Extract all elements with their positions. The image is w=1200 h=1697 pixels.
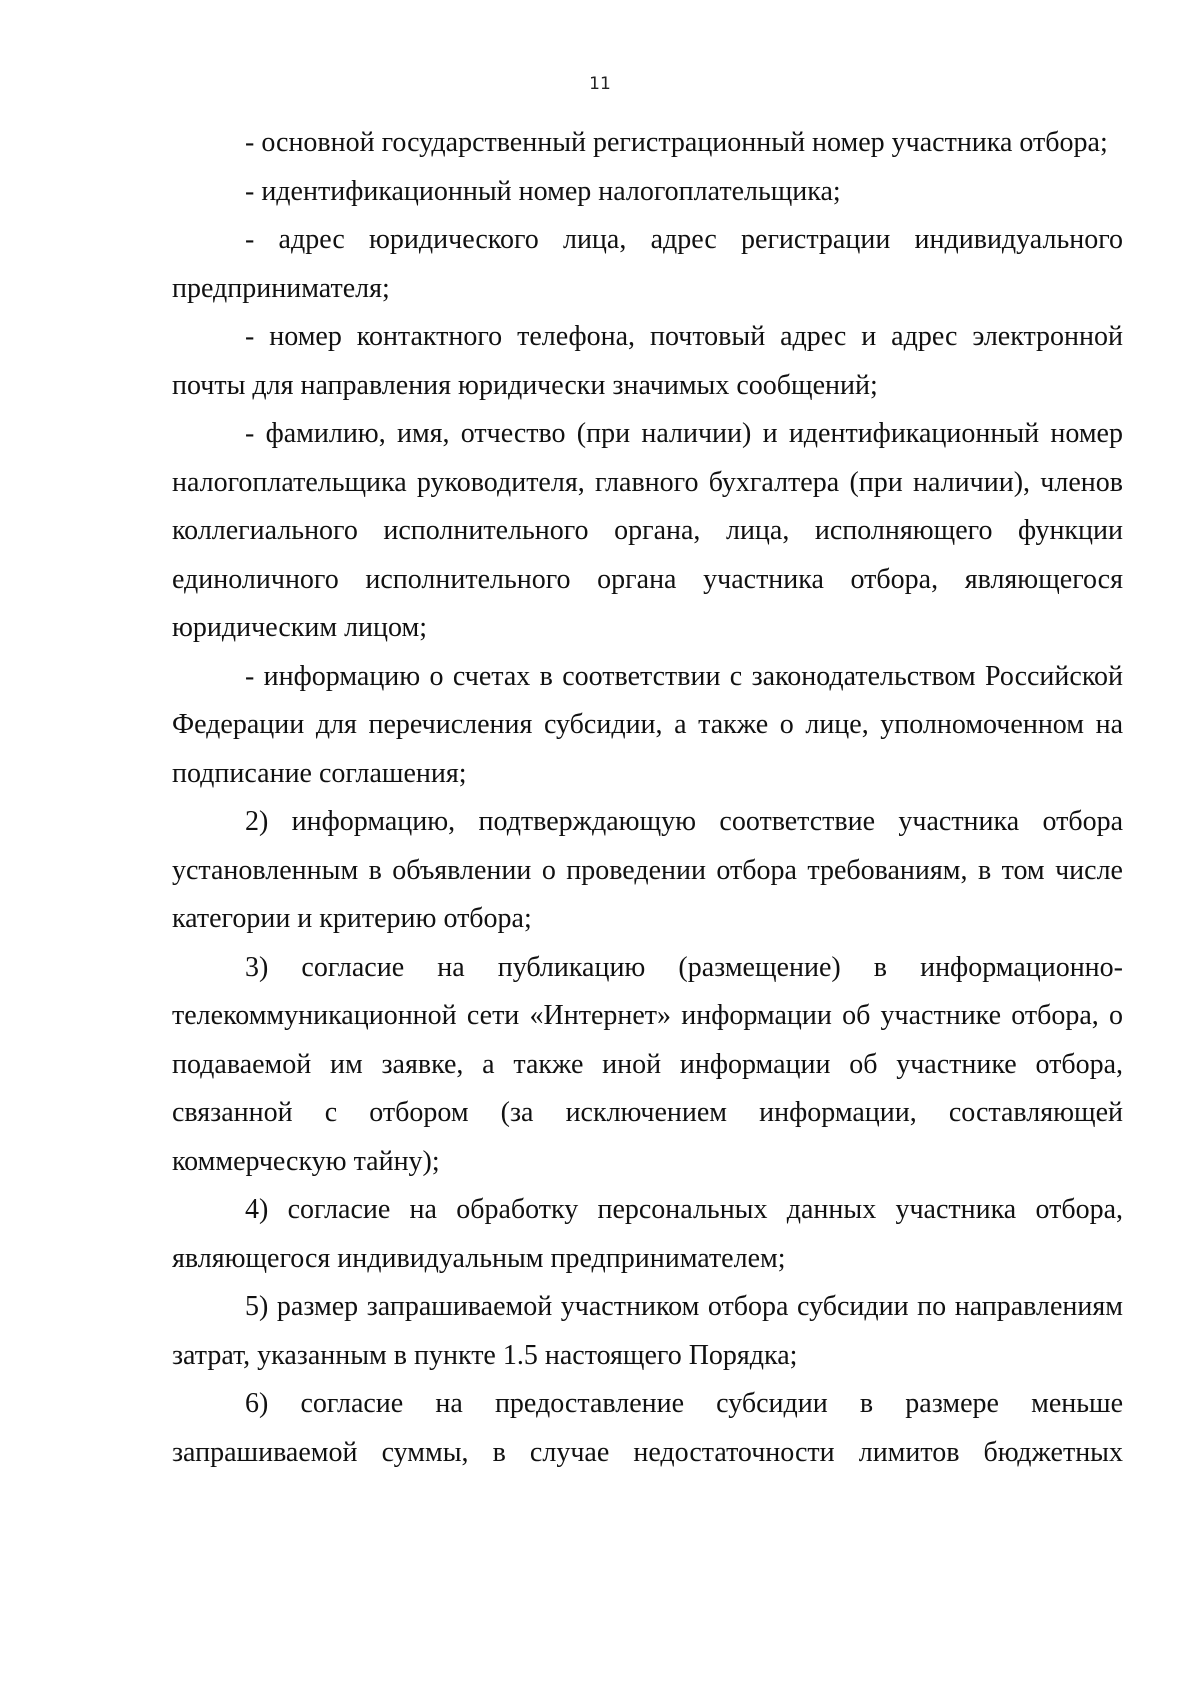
paragraph-contacts: - номер контактного телефона, почтовый адрес и адрес электронной почты для направления юридически значимых сообщений;: [172, 321, 1123, 401]
paragraph-management: - фамилию, имя, отчество (при наличии) и идентификационный номер налогоплательщика руководителя, главного бухгалтера (при наличии), членов коллегиального исполнительного органа, лица, исполняющего функции единоличного исполнительного органа участника отбора, являющегося юридическим лицом;: [172, 418, 1123, 643]
paragraph-ogrn: - основной государственный регистрационный номер участника отбора;: [245, 127, 1108, 158]
paragraph-inn: - идентификационный номер налогоплательщика;: [245, 175, 841, 207]
paragraph-address: - адрес юридического лица, адрес регистрации индивидуального предпринимателя;: [172, 224, 1123, 304]
paragraph-item-4: 4) согласие на обработку персональных данных участника отбора, являющегося индивидуальным предпринимателем;: [172, 1194, 1123, 1274]
paragraph-item-6: 6) согласие на предоставление субсидии в размере меньше запрашиваемой суммы, в случае недостаточности лимитов бюджетных: [172, 1388, 1123, 1468]
document-body: [172, 119, 1123, 1477]
page-number: 11: [589, 74, 611, 94]
paragraph-item-2: 2) информацию, подтверждающую соответствие участника отбора установленным в объявлении о проведении отбора требованиям, в том числе категории и критерию отбора;: [172, 806, 1123, 934]
paragraph-item-3: 3) согласие на публикацию (размещение) в информационно-телекоммуникационной сети «Интернет» информации об участнике отбора, о подаваемой им заявке, а также иной информации об участнике отбора, связанной с отбором (за исключением информации, составляющей коммерческую тайну);: [172, 951, 1123, 1177]
paragraph-item-5: 5) размер запрашиваемой участником отбора субсидии по направлениям затрат, указанным в пункте 1.5 настоящего Порядка;: [172, 1291, 1123, 1371]
paragraph-bank-accounts: - информацию о счетах в соответствии с законодательством Российской Федерации для перечисления субсидии, а также о лице, уполномоченном на подписание соглашения;: [172, 660, 1123, 789]
